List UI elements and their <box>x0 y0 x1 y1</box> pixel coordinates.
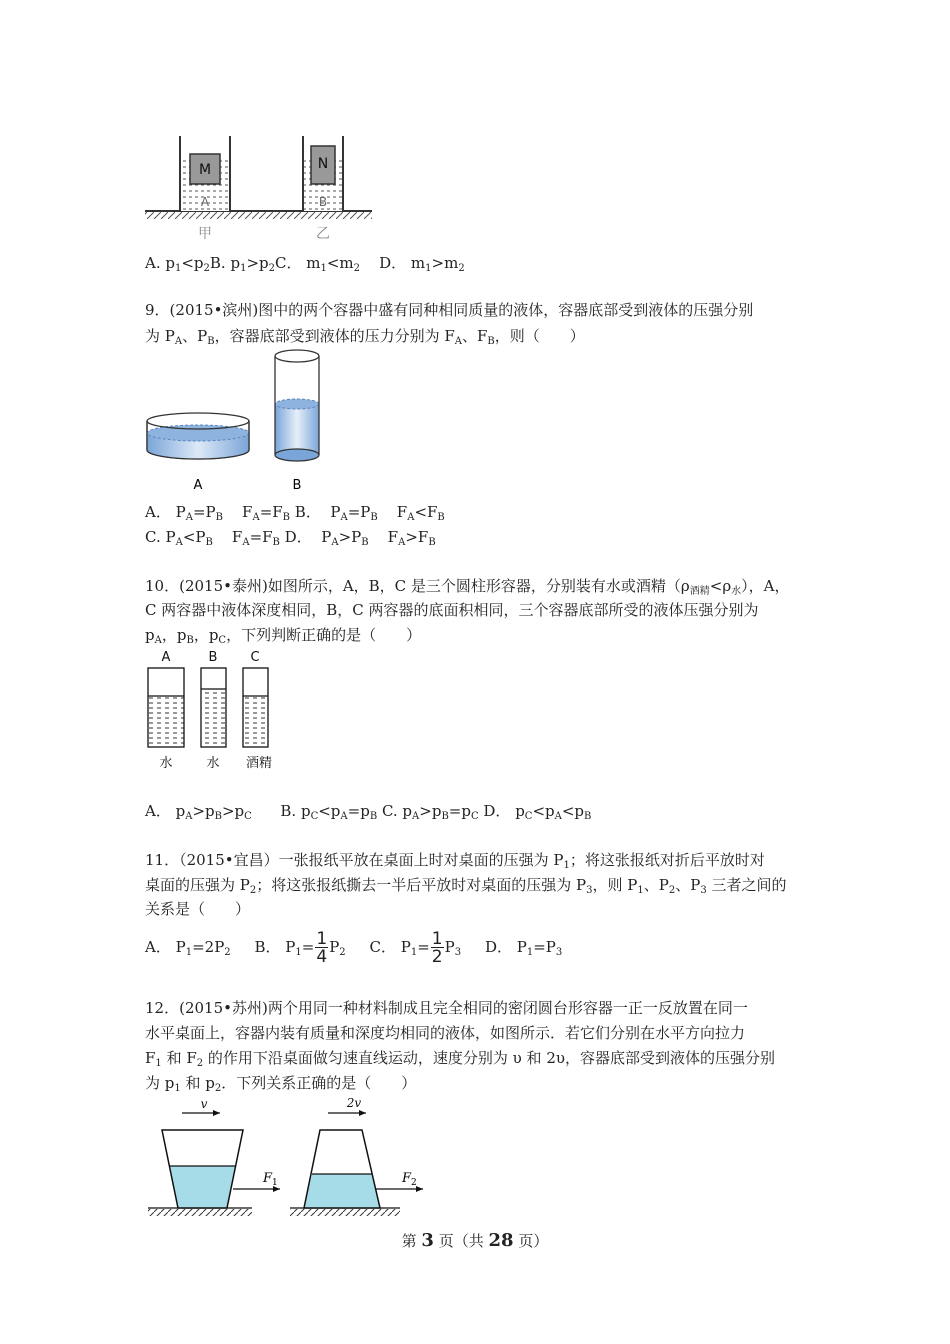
label-b: B <box>208 650 218 665</box>
label-a: A <box>200 195 210 209</box>
page-footer: 第 3 页（共 28 页） <box>401 1230 549 1251</box>
fraction-one-quarter: $\frac{1}{4}$ <box>316 928 328 967</box>
page-number: 3 <box>421 1230 434 1251</box>
q9-options-line1: A． $P_A=P_B$ $F_A=F_B$ B． $P_A=P_B$ $F_A<F_B$ <box>145 503 445 523</box>
caption-jia: 甲 <box>198 226 212 242</box>
fraction-one-half: $\frac{1}{2}$ <box>431 928 443 967</box>
label-a: A <box>193 478 203 493</box>
q9-options-line2: C. $P_A<P_B$ $F_A=F_B$ D． $P_A>P_B$ $F_A>F_B$ <box>145 528 436 548</box>
q10-stem-line1: 10．(2015•泰州)如图所示，A，B，C 是三个圆柱形容器，分别装有水或酒精$(\rho_{酒精}<\rho_水)$，A， <box>145 577 790 597</box>
caption-yi: 乙 <box>316 226 330 242</box>
q12-stem-line2: 水平桌面上，容器内装有质量和深度均相同的液体，如图所示．若它们分别在水平方向拉力 <box>145 1024 746 1042</box>
velocity-2v: 2v <box>346 1096 362 1110</box>
q11-option-a: A． $P_1=2P_2$ <box>145 938 231 958</box>
label-a: A <box>161 650 171 665</box>
label-b: B <box>318 195 328 209</box>
q11-stem-line3: 关系是（ ） <box>145 900 251 918</box>
frustum-inverted <box>304 1130 380 1208</box>
q9-stem-line1: 9．(2015•滨州)图中的两个容器中盛有同种相同质量的液体，容器底部受到液体的压强分别 <box>145 301 754 319</box>
q10-figure <box>140 645 290 775</box>
page-total: 28 <box>488 1230 514 1251</box>
q8-figure <box>140 128 380 246</box>
q9-figure <box>140 346 340 496</box>
q12-stem-line4: 为 $p_1$ 和 $p_2$．下列关系正确的是（ ） <box>145 1074 417 1094</box>
force-f1: $F_1$ <box>263 1171 278 1188</box>
container-b <box>275 350 319 493</box>
q11-stem-line2: 桌面的压强为 $P_2$；将这张报纸撕去一半后平放时对桌面的压强为 $P_3$，则 $P_1$、$P_2$、$P_3$ 三者之间的 <box>145 876 787 896</box>
frustum-upright <box>162 1130 243 1208</box>
label-c: C <box>250 650 260 665</box>
force-f2: $F_2$ <box>402 1171 417 1188</box>
q9-stem-line2: 为 $P_A$、$P_B$，容器底部受到液体的压力分别为 $F_A$、$F_B$，则（ ） <box>145 327 585 347</box>
block-n: N <box>317 156 329 172</box>
q12-figure <box>140 1093 440 1223</box>
container-b <box>303 136 343 211</box>
q12-stem-line1: 12．(2015•苏州)两个用同一种材料制成且完全相同的密闭圆台形容器一正一反放置在同一 <box>145 999 748 1017</box>
q10-stem-line3: $p_A$，$p_B$，$p_C$，下列判断正确的是（ ） <box>145 626 422 646</box>
liquid-c: 酒精 <box>245 756 273 771</box>
q10-options: A． $p_A>p_B>p_C$ B. $p_C<p_A=p_B$ C. $p_A>p_B=p_C$ D． $p_C<p_A<p_B$ <box>145 802 592 822</box>
velocity-v: v <box>200 1097 208 1111</box>
q11-option-c: C． $P_1=$ $\frac{1}{2}$ $P_3$ <box>369 928 462 967</box>
liquid-a: 水 <box>159 756 173 771</box>
liquid-b: 水 <box>206 756 220 771</box>
q11-stem-line1: 11．（2015•宜昌）一张报纸平放在桌面上时对桌面的压强为 $P_1$；将这张报纸对折后平放时对 <box>145 851 765 871</box>
container-a <box>147 413 249 493</box>
container-a <box>180 136 230 211</box>
block-m: M <box>198 162 212 178</box>
q12-stem-line3: $F_1$ 和 $F_2$ 的作用下沿桌面做匀速直线运动，速度分别为 υ 和 2υ，容器底部受到液体的压强分别 <box>145 1049 775 1069</box>
q11-options <box>145 930 562 970</box>
q11-option-d: D． $P_1=P_3$ <box>484 938 563 958</box>
q11-option-b: B． $P_1=$ $\frac{1}{4}$ $P_2$ <box>254 928 346 967</box>
q8-options: A. $p_1<p_2B$. $p_1>p_2C$． $m_1<m_2$ D． $m_1>m_2$ <box>145 254 465 274</box>
q10-stem-line2: C 两容器中液体深度相同，B，C 两容器的底面积相同，三个容器底部所受的液体压强分别为 <box>145 601 759 619</box>
label-b: B <box>292 478 302 493</box>
